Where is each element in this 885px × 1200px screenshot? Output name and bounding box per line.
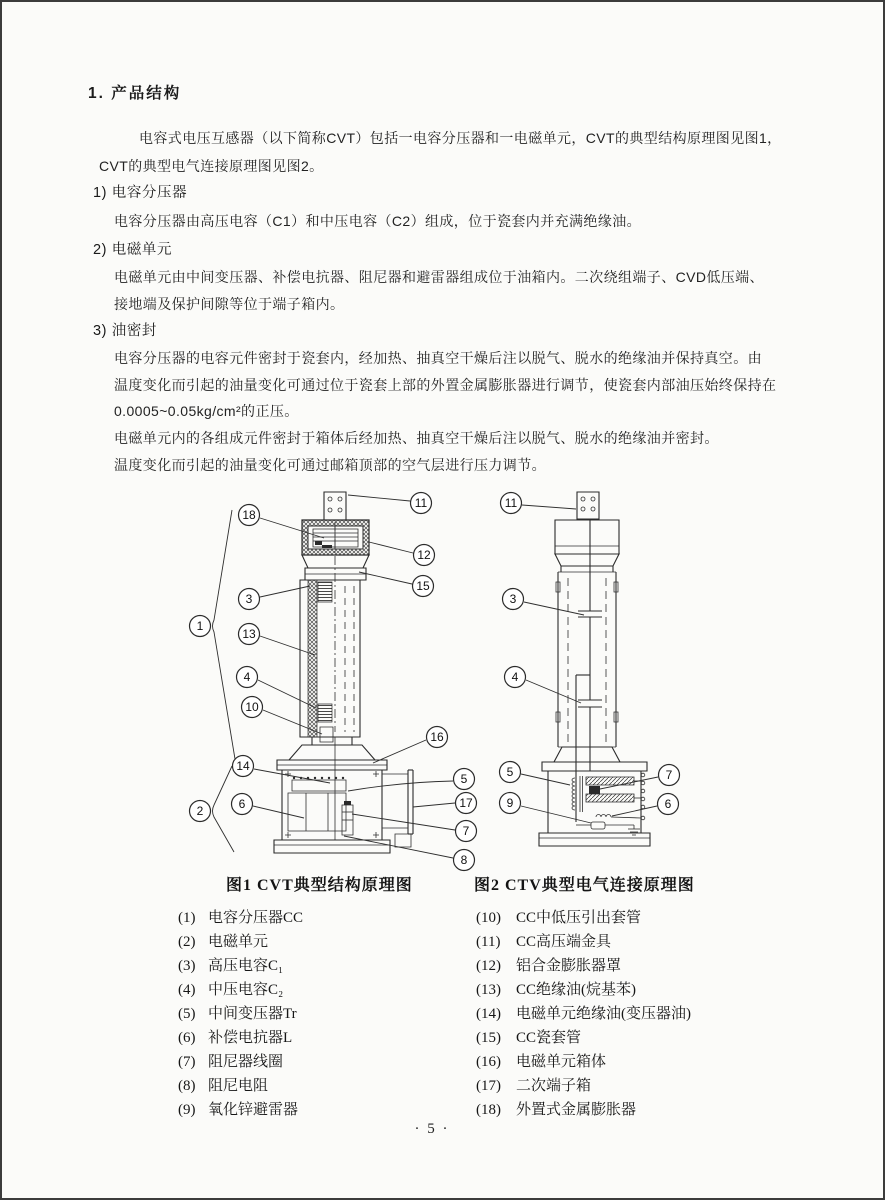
callout-15 [359, 572, 434, 597]
legend-num: (2) [178, 934, 196, 950]
legend-item-5 [178, 1002, 297, 1023]
svg-text:7: 7 [665, 768, 673, 782]
page-number: · 5 · [414, 1121, 450, 1137]
svg-text:5: 5 [460, 772, 468, 786]
legend-num: (17) [476, 1078, 501, 1094]
legend-num: (18) [476, 1102, 501, 1118]
callout-fig2-5 [500, 762, 571, 786]
callout-fig2-11 [501, 493, 577, 514]
legend-item-11 [476, 930, 611, 951]
svg-text:18: 18 [242, 508, 256, 522]
legend-item-1 [178, 906, 303, 927]
legend-label: 氧化锌避雷器 [208, 1102, 299, 1118]
callout-3 [239, 586, 311, 610]
legend-label: 补偿电抗器L [208, 1030, 293, 1046]
svg-text:5: 5 [506, 765, 514, 779]
intro-line-1: 电容式电压互感器（以下简称CVT）包括一电容分压器和一电磁单元，CVT的典型结构原理图见图1， [139, 130, 782, 146]
callout-5 [348, 769, 475, 792]
section-3-line-2: 温度变化而引起的油量变化可通过位于瓷套上部的外置金属膨胀器进行调节，使瓷套内部油压始终保持在 [114, 377, 777, 393]
legend-item-10 [476, 906, 641, 927]
fig1-transformer-body [288, 793, 346, 831]
legend-num: (12) [476, 958, 501, 974]
legend-num: (6) [178, 1030, 196, 1046]
legend-num: (9) [178, 1102, 196, 1118]
page-title: 1. 产品结构 [88, 85, 182, 102]
legend-item-4 [178, 978, 283, 999]
legend-item-18 [476, 1098, 636, 1119]
svg-text:7: 7 [462, 824, 470, 838]
legend-num: (1) [178, 910, 196, 926]
section-3-line-4: 电磁单元内的各组成元件密封于箱体后经加热、抽真空干燥后注以脱气、脱水的绝缘油并密封。 [114, 430, 719, 446]
legend-num: (7) [178, 1054, 196, 1070]
legend-item-17 [476, 1074, 591, 1095]
fig2-damper [589, 786, 600, 794]
section-1-heading: 1) 电容分压器 [93, 185, 188, 201]
fig1-caption: 图1 CVT典型结构原理图 [226, 877, 413, 894]
section-3-line-5: 温度变化而引起的油量变化可通过邮箱顶部的空气层进行压力调节。 [114, 457, 546, 473]
section-3-line-1: 电容分压器的电容元件密封于瓷套内，经加热、抽真空干燥后注以脱气、脱水的绝缘油并保持真空。由 [114, 350, 762, 366]
svg-text:13: 13 [242, 627, 256, 641]
section-3-heading: 3) 油密封 [93, 323, 158, 339]
legend-label: 电磁单元绝缘油(变压器油) [516, 1006, 691, 1022]
legend-num: (13) [476, 982, 501, 998]
legend-label: 铝合金膨胀器罩 [516, 958, 622, 974]
fig2-hv-terminal [577, 492, 599, 519]
fig1-capacitor-stack [308, 580, 317, 737]
svg-text:2: 2 [196, 804, 204, 818]
fig1-structure-drawing [190, 492, 477, 871]
section-2-heading: 2) 电磁单元 [93, 242, 173, 258]
legend-label: 电磁单元 [208, 934, 269, 950]
legend-label: 外置式金属膨胀器 [516, 1102, 637, 1118]
svg-text:12: 12 [417, 548, 431, 562]
svg-text:4: 4 [243, 670, 251, 684]
svg-text:10: 10 [245, 700, 259, 714]
fig2-caption: 图2 CTV典型电气连接原理图 [474, 877, 695, 894]
callout-2 [190, 766, 235, 852]
callout-7 [352, 814, 477, 842]
legend-num: (10) [476, 910, 501, 926]
svg-text:16: 16 [430, 730, 444, 744]
legend-item-8 [178, 1074, 268, 1095]
svg-text:3: 3 [509, 592, 517, 606]
fig1-hv-terminal [324, 492, 346, 520]
fig2-reactor [596, 815, 611, 818]
svg-text:14: 14 [236, 759, 250, 773]
callout-1 [190, 510, 236, 759]
legend-item-12 [476, 954, 621, 975]
svg-text:8: 8 [460, 853, 468, 867]
svg-text:4: 4 [511, 670, 519, 684]
section-2-line-1: 电磁单元由中间变压器、补偿电抗器、阻尼器和避雷器组成位于油箱内。二次绕组端子、CVD低压端、 [114, 269, 764, 285]
svg-text:15: 15 [416, 579, 430, 593]
svg-text:11: 11 [414, 496, 428, 510]
fig2-primary-winding [572, 778, 575, 810]
svg-text:6: 6 [664, 797, 672, 811]
legend-item-3 [178, 954, 283, 975]
figures-diagram [172, 482, 712, 882]
callout-fig2-3 [503, 589, 585, 616]
legend-label: 二次端子箱 [516, 1078, 592, 1094]
legend-num: (11) [476, 934, 501, 950]
legend-item-13 [476, 978, 636, 999]
legend-label: CC中低压引出套管 [516, 910, 642, 926]
callout-fig2-4 [505, 667, 582, 704]
callout-6 [232, 794, 305, 819]
legend-num: (4) [178, 982, 196, 998]
legend-item-15 [476, 1026, 581, 1047]
svg-text:11: 11 [504, 496, 518, 510]
callout-17 [413, 793, 477, 814]
legend-num: (14) [476, 1006, 501, 1022]
intro-line-2: CVT的典型电气连接原理图见图2。 [99, 158, 324, 174]
legend-num: (8) [178, 1078, 196, 1094]
svg-text:17: 17 [459, 796, 473, 810]
legend-label: CC高压端金具 [516, 934, 612, 950]
legend-item-2 [178, 930, 268, 951]
legend-num: (5) [178, 1006, 196, 1022]
legend-label: 阻尼电阻 [208, 1078, 269, 1094]
callout-fig2-9 [500, 793, 592, 824]
legend-item-16 [476, 1050, 606, 1071]
legend-item-6 [178, 1026, 292, 1047]
svg-text:6: 6 [238, 797, 246, 811]
legend-item-14 [476, 1002, 691, 1023]
legend-label: 电磁单元箱体 [516, 1054, 607, 1070]
fig2-secondary-winding-2 [586, 794, 634, 802]
callout-11 [348, 493, 432, 514]
fig2-electrical-drawing [500, 492, 680, 846]
fig1-transformer-top [292, 780, 346, 791]
legend-item-7 [178, 1050, 283, 1071]
legend-label: 阻尼器线圈 [208, 1054, 284, 1070]
section-1-line-1: 电容分压器由高压电容（C1）和中压电容（C2）组成，位于瓷套内并充满绝缘油。 [114, 213, 641, 229]
legend-label: CC瓷套管 [516, 1030, 582, 1046]
callout-12 [369, 542, 435, 566]
legend-num: (16) [476, 1054, 501, 1070]
fig2-arrester [591, 822, 605, 829]
svg-text:3: 3 [245, 592, 253, 606]
svg-text:1: 1 [196, 619, 204, 633]
callout-13 [239, 624, 316, 656]
section-3-line-3: 0.0005~0.05kg/cm²的正压。 [114, 403, 299, 419]
callout-16 [373, 727, 448, 764]
legend-label: 中间变压器Tr [208, 1006, 297, 1022]
legend-label: CC绝缘油(烷基苯) [516, 982, 637, 998]
legend-num: (3) [178, 958, 196, 974]
section-2-line-2: 接地端及保护间隙等位于端子箱内。 [114, 296, 345, 312]
legend-item-9 [178, 1098, 298, 1119]
fig1-em-unit-box [282, 770, 382, 840]
legend-num: (15) [476, 1030, 501, 1046]
legend-label: 中压电容C₂ [208, 982, 284, 998]
legend-label: 电容分压器CC [208, 910, 304, 926]
legend-label: 高压电容C₁ [208, 958, 284, 974]
svg-text:9: 9 [506, 796, 514, 810]
